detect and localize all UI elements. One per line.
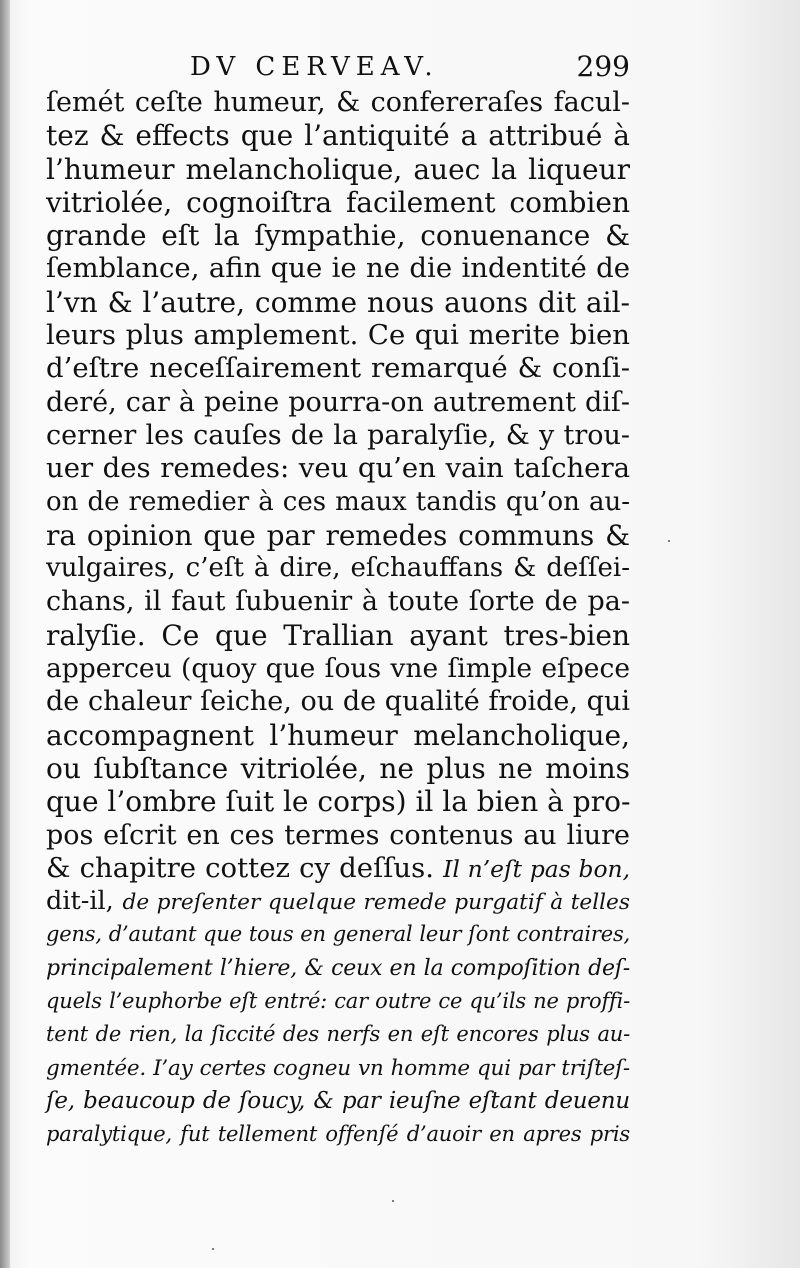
text-line: ra opinion que par remedes communs & — [46, 518, 630, 552]
italic-quote-line: quels l’euphorbe eſt entré: car outre ce qu’ils ne proffi- — [46, 989, 630, 1014]
text-line: de chaleur ſeiche, ou de qualité froide, qui — [46, 686, 630, 718]
text-line: accompagnent l’humeur melancholique, — [46, 718, 630, 752]
text-roman: dit-il, — [46, 886, 114, 917]
running-head: DV CERVEAV. — [190, 52, 439, 82]
paper-speck — [392, 1200, 394, 1202]
text-line-mixed — [46, 885, 630, 918]
text-line: cerner les cauſes de la paralyſie, & y trou- — [46, 419, 630, 451]
text-line: ſemét ceſte humeur, & confereraſes facul- — [46, 87, 630, 118]
page-header — [60, 52, 630, 86]
text-line: apperceu (quoy que ſous vne ſimple eſpece — [46, 653, 630, 685]
text-line: d’eſtre neceſſairement remarqué & conſi- — [46, 352, 630, 385]
text-roman: & chapitre cottez cy deſſus. — [46, 851, 434, 884]
text-line: l’vn & l’autre, comme nous auons dit ail- — [46, 285, 630, 319]
text-line: ou ſubſtance vitriolée, ne plus ne moins — [46, 751, 630, 785]
paper-speck — [668, 540, 670, 542]
italic-quote-line: gens, d’autant que tous en general leur ſont contraires, — [46, 922, 630, 947]
text-line: que l’ombre ſuit le corps) il la bien à pro- — [46, 785, 631, 819]
page-number: 299 — [576, 50, 630, 83]
text-italic-quote: de preſenter quelque remede purgatif à telles — [122, 890, 630, 916]
text-line-mixed — [46, 852, 630, 885]
text-line: tez & effects que l’antiquité a attribué à — [46, 119, 630, 153]
text-line: deré, car à peine pourra-on autrement diſ- — [46, 386, 630, 418]
text-line: grande eſt la ſympathie, conuenance & — [46, 219, 630, 253]
text-line: pos eſcrit en ces termes contenus au liure — [46, 819, 630, 851]
text-line: leurs plus amplement. Ce qui merite bien — [46, 319, 630, 352]
text-line: vitriolée, cognoiſtra facilement combien — [46, 185, 630, 219]
text-line: ralyſie. Ce que Trallian ayant tres-bien — [46, 618, 630, 652]
text-line: uer des remedes: veu qu’en vain taſchera — [46, 452, 630, 485]
paper-speck — [212, 1248, 214, 1250]
text-line: ſemblance, afin que ie ne die indentité de — [46, 252, 630, 285]
text-line: l’humeur melancholique, auec la liqueur — [46, 152, 630, 186]
italic-quote-line: tent de rien, la ſiccité des nerfs en eſt encores plus au- — [46, 1022, 630, 1047]
italic-quote-line: gmentée. I’ay certes cogneu vn homme qui par triſteſ- — [46, 1055, 630, 1081]
text-line: vulgaires, c’eſt à dire, eſchauffans & deſſei- — [46, 553, 630, 584]
text-italic-quote: Il n’eſt pas bon, — [443, 854, 631, 883]
text-line: on de remedier à ces maux tandis qu’on au- — [46, 486, 630, 517]
italic-quote-line: principalement l’hiere, & ceux en la compoſition deſ- — [46, 955, 630, 981]
body-text — [46, 86, 630, 1152]
page-gutter-shadow — [0, 0, 10, 1268]
italic-quote-line: ſe, beaucoup de ſoucy, & par ieuſne eſtant deuenu — [46, 1087, 630, 1114]
italic-quote-line: paralytique, fut tellement offenſé d’auoir en apres pris — [46, 1122, 630, 1147]
text-line: chans, il faut ſubuenir à toute ſorte de pa- — [46, 586, 630, 618]
